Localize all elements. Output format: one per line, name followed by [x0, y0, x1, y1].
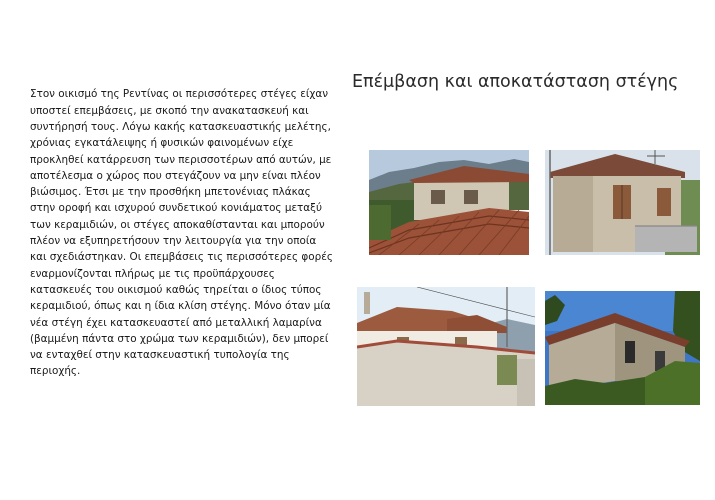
photo-roof-mountain-view [369, 150, 529, 255]
photo-stone-corner-trees [545, 291, 700, 405]
photo-white-house-wall [357, 287, 535, 406]
body-paragraph: Στον οικισμό της Ρεντίνας οι περισσότερες στέγες είχαν υποστεί επεμβάσεις, με σκοπό την ανακατασκευή και συντήρησή τους. Λόγω κακής κατασκευαστικής μελέτης, χρόνιας εγκατάλειψης ή φυσικών φαινομένων είχε προκληθεί κατάρρευση των περισσοτέρων από αυτών, με αποτέλεσμα ο χώρος που στεγάζουν να μην είναι πλέον βιώσιμος. Έτσι με την προσθήκη μπετονένιας πλάκας στην οροφή και ισχυρού συνδετικού κονιάματος μεταξύ των κεραμιδιών, οι στέγες αποκαθίστανται και μπορούν πλέον να εξυπηρετήσουν την λειτουργία για την οποία και σχεδιάστηκαν. Οι επεμβάσεις τις περισσότερες φορές εναρμονίζονται πλήρως με τις προϋπάρχουσες κατασκευές του οικισμού καθώς τηρείται ο ίδιος τύπος κεραμιδιού, όπως και η ίδια κλίση στέγης. Μόνο όταν μία νέα στέγη έχει κατασκευαστεί από μεταλλική λαμαρίνα (βαμμένη πάντα στο χρώμα των κεραμιδιών), δεν μπορεί να ενταχθεί στην κατασκευαστική τυπολογία της περιοχής. [30, 88, 333, 378]
slide-title: Επέμβαση και αποκατάσταση στέγης [352, 72, 679, 92]
photo-stone-facade [545, 150, 700, 255]
